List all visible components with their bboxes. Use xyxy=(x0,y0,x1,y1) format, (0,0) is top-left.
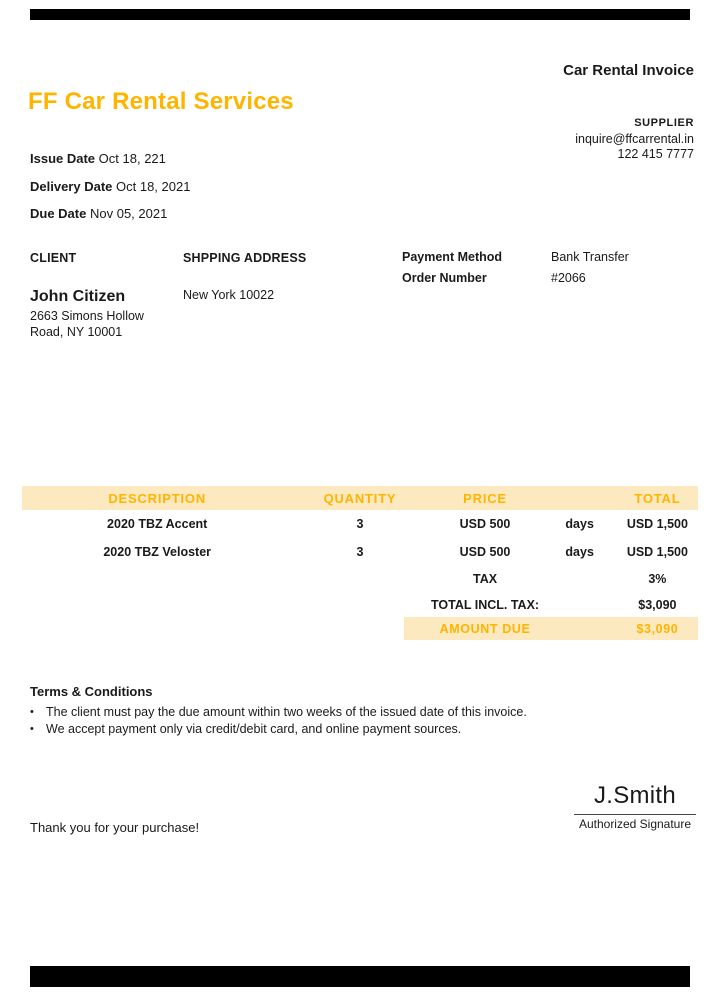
item-unit: days xyxy=(565,517,594,531)
supplier-phone: 122 415 7777 xyxy=(617,147,694,161)
signature-name: J.Smith xyxy=(593,782,677,809)
item-total: USD 1,500 xyxy=(626,545,688,559)
col-header-description: DESCRIPTION xyxy=(108,490,207,506)
item-quantity: 3 xyxy=(356,517,364,531)
client-address-line1: 2663 Simons Hollow xyxy=(30,309,144,323)
item-price: USD 500 xyxy=(459,517,511,531)
due-date-label: Due Date xyxy=(30,206,87,221)
terms-item-text: The client must pay the due amount within two weeks of the issued date of this invoice. xyxy=(46,705,527,719)
total-incl-tax-row xyxy=(22,592,698,617)
supplier-email: inquire@ffcarrental.in xyxy=(575,132,694,146)
company-name: FF Car Rental Services xyxy=(28,88,294,115)
document-title: Car Rental Invoice xyxy=(563,62,694,79)
client-address-line2: Road, NY 10001 xyxy=(30,325,123,339)
item-description: 2020 TBZ Accent xyxy=(107,517,208,531)
top-rule xyxy=(30,9,690,20)
issue-date-label: Issue Date xyxy=(30,151,96,166)
bottom-rule xyxy=(30,966,690,987)
delivery-date-label: Delivery Date xyxy=(30,179,113,194)
amount-due-row xyxy=(22,617,698,640)
tax-value: 3% xyxy=(648,572,667,586)
issue-date-value: Oct 18, 221 xyxy=(98,151,166,166)
table-row xyxy=(22,510,698,538)
total-incl-tax-value: $3,090 xyxy=(638,597,677,612)
item-description: 2020 TBZ Veloster xyxy=(103,545,212,559)
supplier-block xyxy=(575,116,694,162)
bullet-icon: • xyxy=(30,706,34,718)
payment-method-label: Payment Method xyxy=(402,250,503,264)
item-quantity: 3 xyxy=(356,545,364,559)
signature-block xyxy=(574,782,696,831)
thank-you-note: Thank you for your purchase! xyxy=(30,820,200,835)
col-header-total: TOTAL xyxy=(634,490,681,506)
due-date-row xyxy=(30,206,167,221)
shipping-address-label: SHPPING ADDRESS xyxy=(183,251,307,265)
item-total: USD 1,500 xyxy=(626,517,688,531)
line-items-table xyxy=(22,486,698,640)
terms-item xyxy=(30,704,590,721)
delivery-date-value: Oct 18, 2021 xyxy=(116,179,191,194)
order-number-value: #2066 xyxy=(551,271,586,285)
terms-item-text: We accept payment only via credit/debit card, and online payment sources. xyxy=(46,722,462,736)
terms-title: Terms & Conditions xyxy=(30,684,153,699)
tax-label: TAX xyxy=(472,572,498,586)
col-header-quantity: QUANTITY xyxy=(323,490,397,506)
amount-due-label: AMOUNT DUE xyxy=(439,621,531,636)
item-price: USD 500 xyxy=(459,545,511,559)
supplier-label: SUPPLIER xyxy=(634,117,694,129)
client-label: CLIENT xyxy=(30,251,77,265)
payment-method-value: Bank Transfer xyxy=(551,250,629,264)
item-unit: days xyxy=(565,545,594,559)
delivery-date-row xyxy=(30,179,190,194)
total-incl-tax-label: TOTAL INCL. TAX: xyxy=(430,597,540,612)
signature-label: Authorized Signature xyxy=(578,817,692,831)
issue-date-row xyxy=(30,151,166,166)
bullet-icon: • xyxy=(30,723,34,735)
client-name: John Citizen xyxy=(30,288,126,305)
table-row xyxy=(22,538,698,566)
due-date-value: Nov 05, 2021 xyxy=(89,206,168,221)
terms-section xyxy=(30,684,590,738)
order-number-label: Order Number xyxy=(402,271,487,285)
table-header-row xyxy=(22,486,698,510)
terms-item xyxy=(30,721,590,738)
tax-row xyxy=(22,566,698,592)
amount-due-value: $3,090 xyxy=(636,621,679,636)
shipping-address-value: New York 10022 xyxy=(183,288,275,302)
col-header-price: PRICE xyxy=(463,490,507,506)
